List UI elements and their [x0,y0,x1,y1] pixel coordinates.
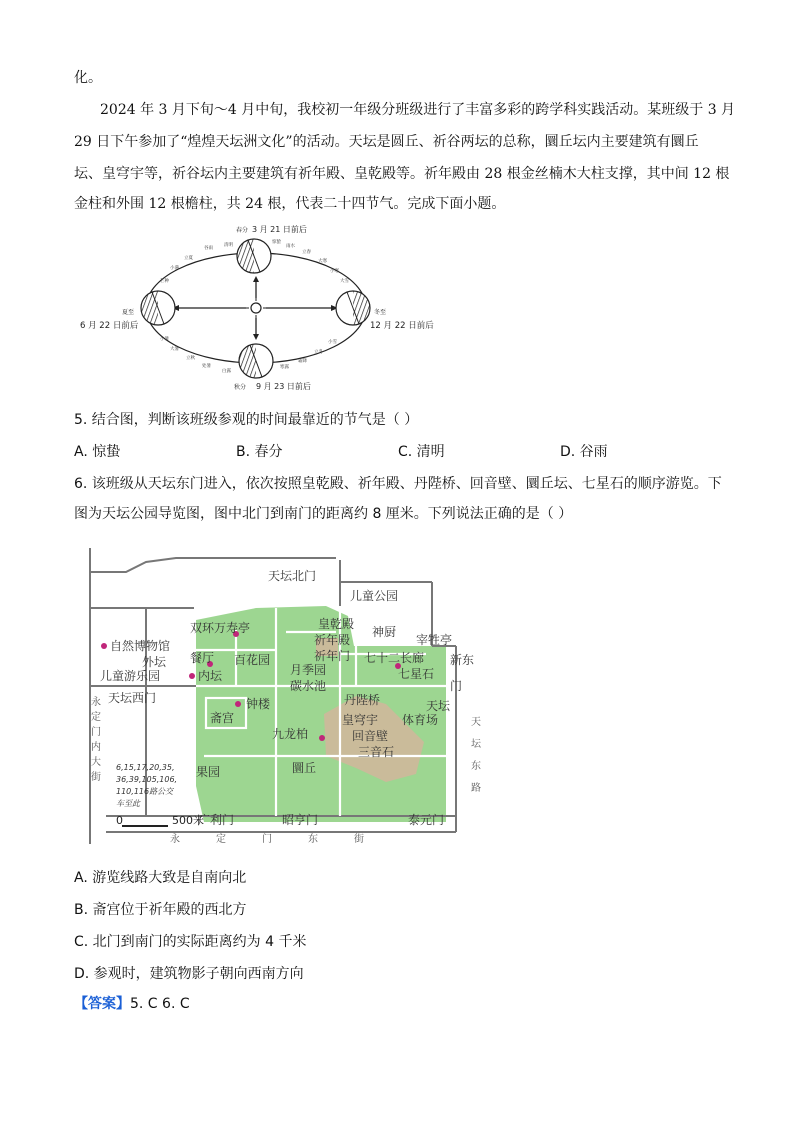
bus-line-4: 车至此 [116,799,140,808]
map-label-bottom-road: 永定门东街 [170,834,400,845]
label-top: 3 月 21 日前后 [252,225,307,234]
passage-line-1: 2024 年 3 月下旬～4 月中旬，我校初一年级分班级进行了丰富多彩的跨学科实践活动。某班级于 3 月 [100,102,736,118]
tiantan-park-map [86,546,482,846]
map-label-danbi: 丹陛桥 [344,693,381,707]
map-label-shenchu: 神厨 [372,625,397,639]
map-label-north-gate: 天坛北门 [268,569,317,583]
small-term: 芒种 [160,279,169,284]
map-label-huangqian: 皇乾殿 [318,617,355,631]
map-label-children-park: 儿童公园 [350,589,399,603]
label-bottom: 9 月 23 日前后 [256,382,311,391]
q6-option-b: B. 斋宫位于祈年殿的西北方 [74,902,247,918]
small-term: 小满 [170,266,179,271]
q6-stem-line-1: 6. 该班级从天坛东门进入，依次按照皇乾殿、祈年殿、丹陛桥、回音壁、圜丘坛、七星石的顺序游览。下 [74,476,722,492]
passage-line-2: 29 日下午参加了“煌煌天坛洲文化”的活动。天坛是圆丘、祈谷两坛的总称，圜丘坛内主要建筑有圜丘 [74,134,699,150]
bus-line-3: 110,116路公交 [116,787,174,796]
q5-option-d: D. 谷雨 [560,444,608,460]
map-label-yuanqiu: 圜丘 [292,761,317,775]
answer-text: 5. C 6. C [130,996,190,1012]
map-label-zhaigong: 斋宫 [210,711,235,725]
small-term: 小寒 [330,269,339,274]
map-label-tiantan-gym-2: 体育场 [402,713,439,727]
marker-museum [101,643,107,649]
map-label-zhaoheng: 昭亨门 [282,813,319,827]
q6-option-c: C. 北门到南门的实际距离约为 4 千米 [74,934,307,950]
earth-top-icon [237,239,271,273]
map-label-baihua: 百花园 [234,653,271,667]
right-road-name [469,716,481,804]
small-term: 寒露 [280,365,289,370]
marker-neitan [189,673,195,679]
q5-option-c: C. 清明 [398,444,445,460]
map-label-guangli: 广利门 [198,813,235,827]
small-term: 立冬 [314,350,323,355]
map-label-shuichi: 碳水池 [290,679,327,693]
small-term: 大寒 [318,259,327,264]
map-label-taiyuan: 泰元门 [408,813,445,827]
map-label-sanyin: 三音石 [358,745,395,759]
right-road-text: 天坛东路 [468,716,480,804]
map-label-jiulong: 九龙柏 [272,727,309,741]
map-label-museum: 自然博物馆 [110,639,171,653]
left-road-name [89,696,101,786]
earth-orbit-figure [76,222,446,394]
map-label-new-east-gate: 门 [450,679,463,693]
small-term: 处暑 [202,364,211,369]
marker-jiulong [319,735,325,741]
small-term: 小雪 [328,340,337,345]
q5-stem: 5. 结合图，判断该班级参观的时间最靠近的节气是（ ） [74,412,419,428]
earth-bottom-icon [239,344,273,378]
small-term: 霜降 [298,359,307,364]
map-label-amusement: 儿童游乐园 [100,669,161,683]
map-label-west-gate: 天坛西门 [108,691,157,705]
term-right: 冬至 [374,309,387,316]
label-left: 6 月 22 日前后 [80,321,139,331]
scale-zero: 0 [116,814,123,827]
small-term: 清明 [224,243,233,248]
map-label-neitan: 内坛 [198,669,223,683]
map-label-qinian-gate: 祈年门 [314,649,351,663]
map-label-qinian-hall: 祈年殿 [314,633,351,647]
small-term: 白露 [222,369,231,374]
sun-icon [246,298,266,318]
earth-left-icon [141,291,175,325]
map-label-yueji: 月季园 [290,663,327,677]
earth-right-icon [336,291,370,325]
answer-line [74,996,190,1012]
map-label-shuanghuan: 双环万寿亭 [190,621,251,635]
scale-label: 500米 [172,814,204,827]
map-label-tiantan-gym-1: 天坛 [426,699,451,713]
small-term: 大雪 [340,279,349,284]
map-label-huiyin: 回音壁 [352,729,389,743]
map-label-zaisheng: 宰牲亭 [416,633,453,647]
passage-line-4: 金柱和外围 12 根檐柱，共 24 根，代表二十四节气。完成下面小题。 [74,196,506,212]
term-top: 春分 [236,227,249,234]
small-term: 立秋 [186,356,195,361]
small-term: 小暑 [160,337,169,342]
q5-option-a: A. 惊蛰 [74,444,121,460]
passage-line-0: 化。 [74,70,102,86]
map-label-guoyuan: 果园 [196,765,221,779]
passage-line-3: 坛、皇穹宇等，祈谷坛内主要建筑有祈年殿、皇乾殿等。祈年殿由 28 根金丝楠木大柱支撑，其中间 12 根 [74,166,730,182]
label-right: 12 月 22 日前后 [370,321,434,331]
small-term: 雨水 [286,244,295,249]
map-label-huangqiong: 皇穹宇 [342,713,379,727]
small-term: 谷雨 [204,246,213,251]
small-term: 立夏 [184,256,193,261]
bus-line-1: 6,15,17,20,35, [116,763,175,772]
marker-zhonglou [235,701,241,707]
map-label-waitan: 外坛 [142,655,167,669]
small-term: 惊蛰 [272,240,281,245]
term-left: 夏至 [122,309,135,316]
map-label-qixing: 七星石 [398,667,435,681]
term-bottom: 秋分 [234,384,247,391]
map-label-changlang: 七十二长廊 [364,651,425,665]
map-label-zhonglou: 钟楼 [246,697,271,711]
answer-label: 【答案】 [74,996,130,1012]
left-road-text: 永定门内大街 [88,696,100,786]
q5-option-b: B. 春分 [236,444,283,460]
q6-stem-line-2: 图为天坛公园导览图，图中北门到南门的距离约 8 厘米。下列说法正确的是（ ） [74,506,573,522]
bus-line-2: 36,39,105,106, [116,775,178,784]
small-term: 大暑 [170,347,179,352]
small-term: 立春 [302,250,311,255]
map-label-new-east: 新东 [450,653,475,667]
q6-option-a: A. 游览线路大致是自南向北 [74,870,247,886]
q6-option-d: D. 参观时，建筑物影子朝向西南方向 [74,966,304,982]
map-label-canting: 餐厅 [190,651,215,665]
